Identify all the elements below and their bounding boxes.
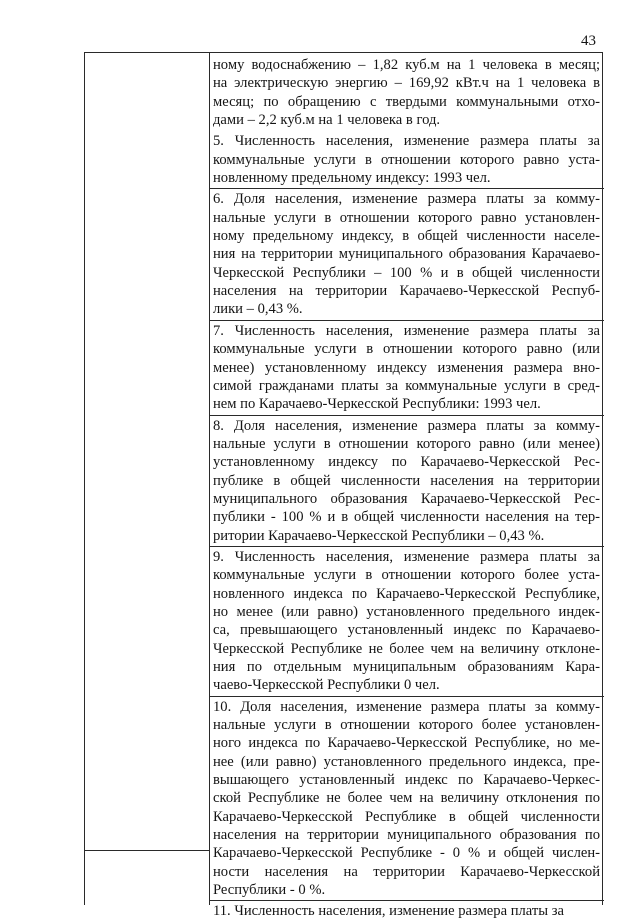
text-line: нальные услуги в отношении которого равно (или менее) [213,435,600,452]
text-line: нальные услуги в отношении которого более установлен- [213,717,600,734]
paragraph-item-8 [213,417,600,545]
paragraph-continuation [213,56,600,129]
text-line: 9. Численность населения, изменение размера платы за [213,548,600,565]
text-line: коммунальные услуги в отношении которого более уста- [213,567,600,584]
page-number: 43 [581,33,596,49]
row-separator [209,415,604,416]
paragraph-item-7 [213,322,600,414]
text-line: но менее (или равно) установленного предельного индек- [213,603,600,620]
text-line: 8. Доля населения, изменение размера платы за комму- [213,417,600,434]
left-cell-bottom-border [84,850,209,851]
text-line: Карачаево-Черкесской Республике в общей численности [213,808,600,825]
text-line: Черкесской Республики – 100 % и в общей численности [213,264,600,281]
text-line: нальные услуги в отношении которого равно установлен- [213,209,600,226]
text-line: ской Республике не более чем на величину отклонения по [213,790,600,807]
paragraph-item-9 [213,548,600,695]
text-line: ния на территории муниципального образования Карачаево- [213,246,600,263]
text-line: Черкесской Республике не более чем на величину отклоне- [213,640,600,657]
text-line: новленного индекса по Карачаево-Черкесской Республике, [213,585,600,602]
text-line: Карачаево-Черкесской Республике - 0 % и общей числен- [213,845,600,862]
text-line: публики - 100 % и в общей численности населения на тер- [213,509,600,526]
right-column-text [213,56,600,921]
column-divider [209,52,210,905]
text-line: новленному предельному индексу: 1993 чел. [213,170,491,187]
text-line: нем по Карачаево-Черкесской Республики: 1993 чел. [213,396,541,413]
text-line: чаево-Черкесской Республики 0 чел. [213,677,440,694]
row-separator [209,320,604,321]
paragraph-item-10 [213,698,600,900]
row-separator [209,546,604,547]
row-separator [209,188,604,189]
text-line: установленному индексу по Карачаево-Черкесской Рес- [213,454,600,471]
paragraph-item-5 [213,132,600,187]
row-separator [209,900,604,901]
row-separator [209,130,604,131]
text-line: лики – 0,43 %. [213,301,303,318]
text-line: ритории Карачаево-Черкесской Республики – 0,43 %. [213,527,545,544]
paragraph-item-6 [213,190,600,318]
text-line: симой гражданами платы за коммунальные услуги в сред- [213,377,600,394]
text-line: 6. Доля населения, изменение размера платы за комму- [213,191,600,208]
text-line: ности населения на территории Карачаево-Черкесской [213,863,600,880]
text-line: ного индекса по Карачаево-Черкесской Республике, но ме- [213,735,600,752]
text-line: дами – 2,2 куб.м на 1 человека в год. [213,112,441,129]
text-line: вышающего установленный индекс по Карачаево-Черкес- [213,772,600,789]
text-line: месяц; по обращению с твердыми коммунальными отхо- [213,93,600,110]
text-line: 7. Численность населения, изменение размера платы за [213,322,600,339]
text-line: населения на территории Карачаево-Черкесской Респуб- [213,283,600,300]
text-line: са, превышающего установленный индекс по Карачаево- [213,622,600,639]
text-line: 11. Численность населения, изменение размера платы за [213,903,564,920]
text-line: ному водоснабжению – 1,82 куб.м на 1 человека в месяц; [213,57,600,73]
text-line: ния по отдельным муниципальным образованиям Кара- [213,659,600,675]
text-line: Республики - 0 %. [213,882,326,899]
text-line: коммунальные услуги в отношении которого равно уста- [213,151,600,168]
text-line: публике в общей численности населения на территории [213,472,600,489]
text-line: ному предельному индексу, в общей численности населе- [213,228,600,245]
text-line: на электрическую энергию – 169,92 кВт.ч на 1 человека в [213,75,600,92]
text-line: нее (или равно) установленного предельного индекса, пре- [213,753,600,770]
row-separator [209,696,604,697]
paragraph-item-11 [213,902,600,920]
text-line: коммунальные услуги в отношении которого равно (или [213,341,600,358]
text-line: менее) установленному индексу изменения размера вно- [213,359,600,376]
text-line: муниципального образования Карачаево-Черкесской Рес- [213,490,600,507]
text-line: населения на территории муниципального образования по [213,827,600,844]
text-line: 10. Доля населения, изменение размера платы за комму- [213,698,600,715]
text-line: 5. Численность населения, изменение размера платы за [213,133,600,150]
